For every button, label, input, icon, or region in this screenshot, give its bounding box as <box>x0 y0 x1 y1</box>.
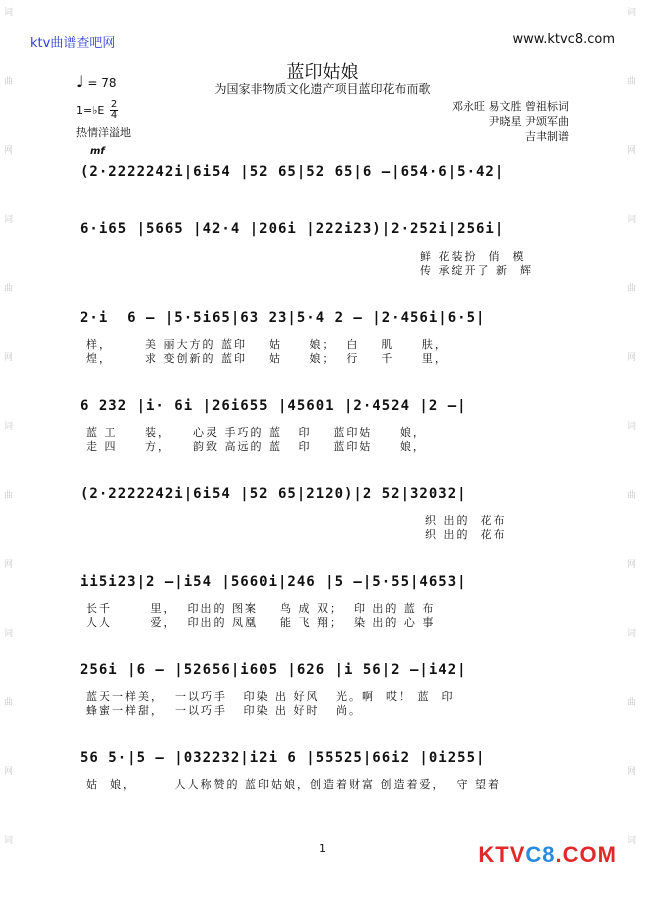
watermark-char: 网 <box>627 767 637 777</box>
site-name[interactable]: ktv曲谱查吧网 <box>30 36 116 51</box>
score-line-2: 6·i65 |5665 |42·4 |206i |222i23)|2·252i|256i| <box>80 221 505 237</box>
lyric-line-6a: 长千 里， 印出的 图案 鸟 成 双； 印 出的 蓝 布 <box>86 602 436 615</box>
watermark-char: 曲 <box>4 491 14 501</box>
performance-style: 热情洋溢地 <box>76 126 131 139</box>
watermark-char: 曲 <box>627 698 637 708</box>
lyricist-credit: 邓永旺 易文胜 曾祖标词 <box>452 100 569 113</box>
watermark-char: 网 <box>627 146 637 156</box>
lyric-line-4b: 走 四 方， 韵致 高远的 蓝 印 蓝印姑 娘， <box>86 440 426 453</box>
watermark-char: 网 <box>4 767 14 777</box>
dynamic-marking: mf <box>90 146 105 157</box>
site-url[interactable]: www.ktvc8.com <box>512 32 615 47</box>
watermark-char: 词 <box>627 836 637 846</box>
lyric-line-6b: 人人 爱， 印出的 凤凰 能 飞 翔； 染 出的 心 事 <box>86 616 436 629</box>
watermark-char: 曲 <box>4 284 14 294</box>
logo-part-c: .COM <box>555 842 617 867</box>
score-credit: 吉聿制谱 <box>525 130 569 143</box>
watermark-char: 词 <box>4 422 14 432</box>
score-line-6: ii5i23|2 —|i54 |5660i|246 |5 —|5·55|4653| <box>80 574 467 590</box>
score-line-1: (2·2222242i|6i54 |52 65|52 65|6 —|654·6|5·42| <box>80 164 505 180</box>
lyric-line-8a: 姑 娘， 人人称赞的 蓝印姑娘，创造着财富 创造着爱， 守 望着 <box>86 778 501 791</box>
watermark-right <box>627 8 641 905</box>
tempo-value: = 78 <box>87 76 117 90</box>
watermark-left <box>4 8 18 905</box>
watermark-char: 网 <box>4 353 14 363</box>
watermark-char: 词 <box>627 215 637 225</box>
lyric-line-3a: 样， 美 丽大方的 蓝印 姑 娘； 白 肌 肤， <box>86 338 448 351</box>
watermark-char: 词 <box>4 8 14 18</box>
page-number: 1 <box>319 842 326 855</box>
watermark-char: 曲 <box>627 491 637 501</box>
watermark-char: 网 <box>4 146 14 156</box>
watermark-char: 曲 <box>4 698 14 708</box>
lyric-line-5b: 织 出的 花布 <box>425 528 507 541</box>
lyric-line-2b: 传 承绽开了 新 辉 <box>420 264 533 277</box>
watermark-char: 词 <box>627 422 637 432</box>
composer-credit: 尹晓星 尹颂军曲 <box>488 115 569 128</box>
score-line-7: 256i |6 — |52656|i605 |626 |i 56|2 —|i42| <box>80 662 467 678</box>
logo-part-a: KTV <box>478 842 526 867</box>
quarter-note-icon: ♩ <box>76 72 84 91</box>
watermark-char: 曲 <box>627 77 637 87</box>
lyric-line-7a: 蓝天一样美， 一以巧手 印染 出 好风 光。啊 哎！ 蓝 印 <box>86 690 455 703</box>
site-logo[interactable] <box>478 842 617 868</box>
lyric-line-4a: 蓝 工 装， 心灵 手巧的 蓝 印 蓝印姑 娘， <box>86 426 426 439</box>
key-signature: 1=♭E <box>76 104 105 117</box>
lyric-line-5a: 织 出的 花布 <box>425 514 507 527</box>
time-bottom: 4 <box>110 110 118 121</box>
score-line-4: 6 232 |i· 6i |26i655 |45601 |2·4524 |2 —| <box>80 398 467 414</box>
watermark-char: 曲 <box>4 77 14 87</box>
lyric-line-3b: 煌， 求 变创新的 蓝印 姑 娘； 行 千 里， <box>86 352 448 365</box>
score-line-8: 56 5·|5 — |032232|i2i 6 |55525|66i2 |0i255| <box>80 750 486 766</box>
logo-part-b: C8 <box>525 842 556 867</box>
watermark-char: 词 <box>627 8 637 18</box>
watermark-char: 曲 <box>627 284 637 294</box>
lyric-line-7b: 蜂蜜一样甜， 一以巧手 印染 出 好时 尚。 <box>86 704 362 717</box>
score-line-5: (2·2222242i|6i54 |52 65|2120)|2 52|32032| <box>80 486 467 502</box>
song-title: 蓝印姑娘 <box>286 62 359 83</box>
watermark-char: 网 <box>627 560 637 570</box>
song-subtitle: 为国家非物质文化遗产项目蓝印花布而歌 <box>214 82 431 96</box>
watermark-char: 网 <box>627 353 637 363</box>
time-signature <box>110 100 118 121</box>
watermark-char: 词 <box>4 629 14 639</box>
watermark-char: 词 <box>4 215 14 225</box>
time-top: 2 <box>110 99 118 110</box>
score-line-3: 2·i 6 — |5·5i65|63 23|5·4 2 — |2·456i|6·5| <box>80 310 486 326</box>
lyric-line-2a: 鲜 花装扮 俏 模 <box>420 250 526 263</box>
watermark-char: 网 <box>4 560 14 570</box>
watermark-char: 词 <box>627 629 637 639</box>
watermark-char: 词 <box>4 836 14 846</box>
